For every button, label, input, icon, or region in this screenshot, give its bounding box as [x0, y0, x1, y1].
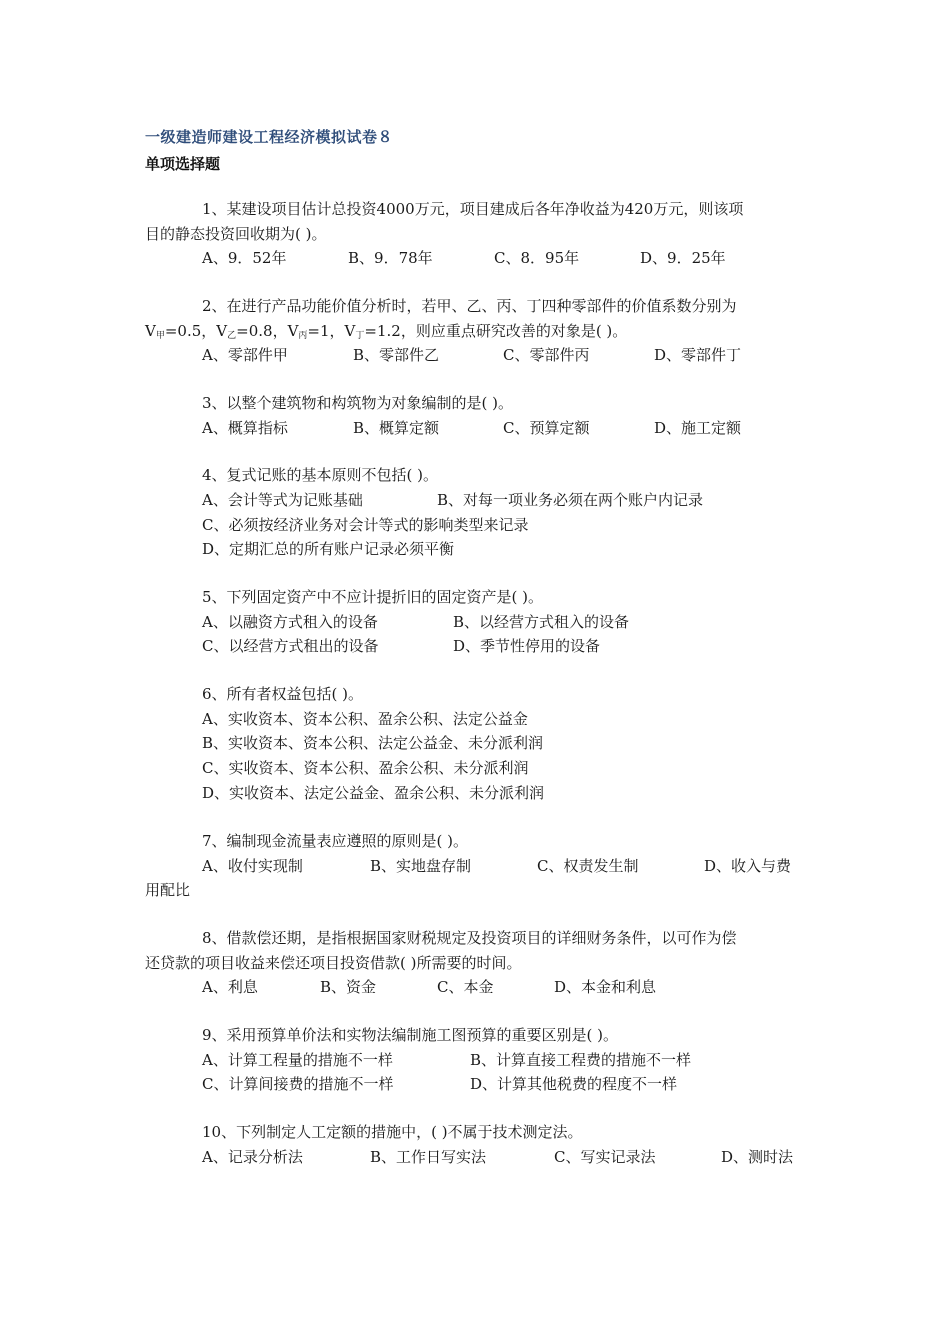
question-10-option-d: D、测时法	[721, 1148, 794, 1166]
question-3-option-b: B、概算定额	[353, 419, 440, 437]
question-7-option-d: D、收入与费	[704, 857, 792, 875]
question-3-option-a: A、概算指标	[202, 419, 288, 437]
question-7-option-d-cont: 用配比	[145, 881, 191, 899]
question-6-option-c: C、实收资本、资本公积、盈余公积、未分派利润	[202, 759, 529, 777]
question-2-text-cont: $V_甲=0.5$，$V_乙=0.8$，$V_丙=1$，$V_丁=1.2$，则应重点研究改善的对象是( )。	[145, 322, 628, 341]
question-8-option-b: B、资金	[320, 978, 377, 996]
question-3-option-d: D、施工定额	[654, 419, 742, 437]
question-8-option-d: D、本金和利息	[554, 978, 657, 996]
question-4-option-a: A、会计等式为记账基础	[202, 491, 363, 509]
question-10-option-a: A、记录分析法	[202, 1148, 303, 1166]
question-4-text: 4、复式记账的基本原则不包括( )。	[202, 466, 439, 484]
question-5-option-d: D、季节性停用的设备	[453, 637, 601, 655]
question-7-option-c: C、权责发生制	[537, 857, 639, 875]
question-8-option-c: C、本金	[437, 978, 494, 996]
question-7-option-a: A、收付实现制	[202, 857, 303, 875]
section-heading: 单项选择题	[145, 155, 221, 173]
question-1-text: 1、某建设项目估计总投资4000万元，项目建成后各年净收益为420万元，则该项	[202, 200, 744, 218]
question-5-text: 5、下列固定资产中不应计提折旧的固定资产是( )。	[202, 588, 544, 606]
question-8-text-cont: 还贷款的项目收益来偿还项目投资借款( )所需要的时间。	[145, 954, 522, 972]
question-2-option-b: B、零部件乙	[353, 346, 440, 364]
question-7-option-b: B、实地盘存制	[370, 857, 472, 875]
document-title: 一级建造师建设工程经济模拟试卷８	[145, 128, 394, 146]
question-3-text: 3、以整个建筑物和构筑物为对象编制的是( )。	[202, 394, 514, 412]
question-3-option-c: C、预算定额	[503, 419, 590, 437]
question-5-option-b: B、以经营方式租入的设备	[453, 613, 630, 631]
question-1-option-a: A、9．52年	[202, 249, 287, 267]
question-7-text: 7、编制现金流量表应遵照的原则是( )。	[202, 832, 469, 850]
question-2-option-a: A、零部件甲	[202, 346, 288, 364]
question-9-option-c: C、计算间接费的措施不一样	[202, 1075, 394, 1093]
question-5-option-c: C、以经营方式租出的设备	[202, 637, 379, 655]
question-10-text: 10、下列制定人工定额的措施中，( )不属于技术测定法。	[202, 1123, 583, 1141]
question-9-option-b: B、计算直接工程费的措施不一样	[470, 1051, 692, 1069]
question-6-option-b: B、实收资本、资本公积、法定公益金、未分派利润	[202, 734, 544, 752]
question-1-option-c: C、8．95年	[494, 249, 580, 267]
question-2-text: 2、在进行产品功能价值分析时，若甲、乙、丙、丁四种零部件的价值系数分别为	[202, 297, 737, 315]
question-4-option-d: D、定期汇总的所有账户记录必须平衡	[202, 540, 455, 558]
question-1-text-cont: 目的静态投资回收期为( )。	[145, 225, 327, 243]
question-1-option-d: D、9．25年	[640, 249, 726, 267]
question-10-option-b: B、工作日写实法	[370, 1148, 487, 1166]
question-6-text: 6、所有者权益包括( )。	[202, 685, 364, 703]
question-9-option-a: A、计算工程量的措施不一样	[202, 1051, 393, 1069]
question-4-option-c: C、必须按经济业务对会计等式的影响类型来记录	[202, 516, 529, 534]
question-2-option-d: D、零部件丁	[654, 346, 742, 364]
question-6-option-d: D、实收资本、法定公益金、盈余公积、未分派利润	[202, 784, 545, 802]
question-8-text: 8、借款偿还期，是指根据国家财税规定及投资项目的详细财务条件，以可作为偿	[202, 929, 737, 947]
question-10-option-c: C、写实记录法	[554, 1148, 656, 1166]
question-2-option-c: C、零部件丙	[503, 346, 590, 364]
question-8-option-a: A、利息	[202, 978, 258, 996]
question-4-option-b: B、对每一项业务必须在两个账户内记录	[437, 491, 704, 509]
question-9-text: 9、采用预算单价法和实物法编制施工图预算的重要区别是( )。	[202, 1026, 619, 1044]
question-9-option-d: D、计算其他税费的程度不一样	[470, 1075, 678, 1093]
question-6-option-a: A、实收资本、资本公积、盈余公积、法定公益金	[202, 710, 528, 728]
question-1-option-b: B、9．78年	[348, 249, 433, 267]
question-5-option-a: A、以融资方式租入的设备	[202, 613, 378, 631]
